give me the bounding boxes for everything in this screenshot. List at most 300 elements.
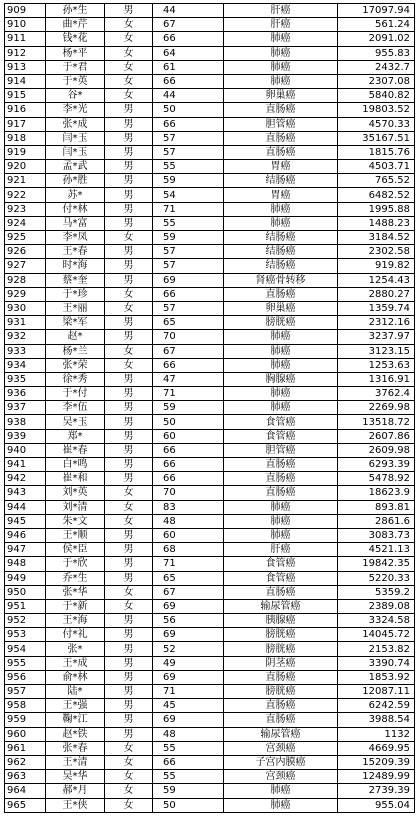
- cost-cell: 955.04: [338, 798, 415, 812]
- diagnosis-cell: 直肠癌: [224, 287, 338, 301]
- row-number-cell: 947: [5, 543, 46, 557]
- cost-cell: 2091.02: [338, 32, 415, 46]
- row-number-cell: 921: [5, 174, 46, 188]
- table-row: [5, 784, 415, 798]
- table-row: [5, 202, 415, 216]
- table-row: [5, 301, 415, 315]
- diagnosis-cell: 食管癌: [224, 571, 338, 585]
- cost-cell: 1132: [338, 727, 415, 741]
- table-row: [5, 656, 415, 670]
- row-number-cell: 955: [5, 656, 46, 670]
- cost-cell: 15209.39: [338, 755, 415, 769]
- table-row: [5, 557, 415, 571]
- table-row: [5, 18, 415, 32]
- table-body: [5, 4, 415, 813]
- diagnosis-cell: 结肠癌: [224, 259, 338, 273]
- table-row: [5, 571, 415, 585]
- age-cell: 50: [153, 798, 224, 812]
- sex-cell: 男: [105, 528, 153, 542]
- cost-cell: 2861.6: [338, 514, 415, 528]
- cost-cell: 14045.72: [338, 628, 415, 642]
- row-number-cell: 927: [5, 259, 46, 273]
- table-row: [5, 74, 415, 88]
- cost-cell: 4503.71: [338, 160, 415, 174]
- table-row: [5, 741, 415, 755]
- age-cell: 71: [153, 557, 224, 571]
- diagnosis-cell: 直肠癌: [224, 713, 338, 727]
- row-number-cell: 926: [5, 245, 46, 259]
- table-row: [5, 344, 415, 358]
- diagnosis-cell: 宫颈癌: [224, 741, 338, 755]
- row-number-cell: 941: [5, 458, 46, 472]
- diagnosis-cell: 结肠癌: [224, 231, 338, 245]
- diagnosis-cell: 直肠癌: [224, 585, 338, 599]
- patient-name-cell: 于*君: [46, 60, 105, 74]
- table-row: [5, 770, 415, 784]
- diagnosis-cell: 肝癌: [224, 4, 338, 18]
- row-number-cell: 933: [5, 344, 46, 358]
- cost-cell: 3184.52: [338, 231, 415, 245]
- sex-cell: 女: [105, 89, 153, 103]
- sex-cell: 女: [105, 344, 153, 358]
- table-row: [5, 330, 415, 344]
- age-cell: 64: [153, 46, 224, 60]
- table-row: [5, 614, 415, 628]
- patient-name-cell: 吴*华: [46, 770, 105, 784]
- table-row: [5, 358, 415, 372]
- table-row: [5, 415, 415, 429]
- table-row: [5, 642, 415, 656]
- diagnosis-cell: 直肠癌: [224, 670, 338, 684]
- table-row: [5, 585, 415, 599]
- diagnosis-cell: 肺癌: [224, 500, 338, 514]
- age-cell: 56: [153, 614, 224, 628]
- patient-name-cell: 付*林: [46, 202, 105, 216]
- diagnosis-cell: 肝癌: [224, 18, 338, 32]
- diagnosis-cell: 直肠癌: [224, 131, 338, 145]
- patient-name-cell: 于*珍: [46, 287, 105, 301]
- row-number-cell: 919: [5, 145, 46, 159]
- cost-cell: 2302.58: [338, 245, 415, 259]
- patient-name-cell: 王*顺: [46, 528, 105, 542]
- sex-cell: 男: [105, 316, 153, 330]
- cost-cell: 12087.11: [338, 685, 415, 699]
- row-number-cell: 949: [5, 571, 46, 585]
- sex-cell: 女: [105, 60, 153, 74]
- row-number-cell: 923: [5, 202, 46, 216]
- cost-cell: 2153.82: [338, 642, 415, 656]
- age-cell: 66: [153, 755, 224, 769]
- diagnosis-cell: 胃癌: [224, 160, 338, 174]
- age-cell: 69: [153, 599, 224, 613]
- cost-cell: 18623.9: [338, 486, 415, 500]
- diagnosis-cell: 肺癌: [224, 798, 338, 812]
- sex-cell: 男: [105, 656, 153, 670]
- patient-name-cell: 陆*: [46, 685, 105, 699]
- table-row: [5, 755, 415, 769]
- age-cell: 55: [153, 741, 224, 755]
- table-row: [5, 316, 415, 330]
- row-number-cell: 928: [5, 273, 46, 287]
- sex-cell: 男: [105, 614, 153, 628]
- table-row: [5, 599, 415, 613]
- diagnosis-cell: 肺癌: [224, 330, 338, 344]
- age-cell: 66: [153, 117, 224, 131]
- table-row: [5, 188, 415, 202]
- sex-cell: 女: [105, 599, 153, 613]
- sex-cell: 男: [105, 387, 153, 401]
- diagnosis-cell: 肺癌: [224, 528, 338, 542]
- patient-name-cell: 闫*玉: [46, 131, 105, 145]
- diagnosis-cell: 肺癌: [224, 401, 338, 415]
- sex-cell: 男: [105, 145, 153, 159]
- cost-cell: 1359.74: [338, 301, 415, 315]
- sex-cell: 男: [105, 202, 153, 216]
- row-number-cell: 915: [5, 89, 46, 103]
- cost-cell: 5220.33: [338, 571, 415, 585]
- sex-cell: 男: [105, 188, 153, 202]
- diagnosis-cell: 膀胱癌: [224, 316, 338, 330]
- row-number-cell: 917: [5, 117, 46, 131]
- age-cell: 55: [153, 216, 224, 230]
- sex-cell: 女: [105, 231, 153, 245]
- table-row: [5, 32, 415, 46]
- row-number-cell: 951: [5, 599, 46, 613]
- diagnosis-cell: 肺癌: [224, 74, 338, 88]
- diagnosis-cell: 直肠癌: [224, 486, 338, 500]
- cost-cell: 4669.95: [338, 741, 415, 755]
- cost-cell: 3988.54: [338, 713, 415, 727]
- sex-cell: 男: [105, 330, 153, 344]
- patient-name-cell: 赵*: [46, 330, 105, 344]
- table-row: [5, 273, 415, 287]
- patient-name-cell: 王*丽: [46, 301, 105, 315]
- age-cell: 66: [153, 32, 224, 46]
- diagnosis-cell: 食管癌: [224, 429, 338, 443]
- sex-cell: 男: [105, 259, 153, 273]
- patient-name-cell: 俞*林: [46, 670, 105, 684]
- patient-name-cell: 梁*军: [46, 316, 105, 330]
- table-row: [5, 727, 415, 741]
- age-cell: 67: [153, 18, 224, 32]
- sex-cell: 男: [105, 699, 153, 713]
- table-row: [5, 89, 415, 103]
- cost-cell: 4570.33: [338, 117, 415, 131]
- row-number-cell: 925: [5, 231, 46, 245]
- row-number-cell: 918: [5, 131, 46, 145]
- sex-cell: 男: [105, 216, 153, 230]
- patient-name-cell: 赵*铁: [46, 727, 105, 741]
- cost-cell: 2307.08: [338, 74, 415, 88]
- row-number-cell: 936: [5, 387, 46, 401]
- age-cell: 57: [153, 259, 224, 273]
- age-cell: 59: [153, 174, 224, 188]
- diagnosis-cell: 肺癌: [224, 46, 338, 60]
- diagnosis-cell: 直肠癌: [224, 472, 338, 486]
- table-row: [5, 713, 415, 727]
- sex-cell: 女: [105, 486, 153, 500]
- age-cell: 70: [153, 330, 224, 344]
- cost-cell: 4521.13: [338, 543, 415, 557]
- age-cell: 71: [153, 387, 224, 401]
- cost-cell: 3123.15: [338, 344, 415, 358]
- age-cell: 66: [153, 358, 224, 372]
- patient-table: [4, 3, 415, 813]
- age-cell: 50: [153, 103, 224, 117]
- row-number-cell: 922: [5, 188, 46, 202]
- sex-cell: 男: [105, 174, 153, 188]
- sex-cell: 女: [105, 32, 153, 46]
- row-number-cell: 956: [5, 670, 46, 684]
- cost-cell: 3762.4: [338, 387, 415, 401]
- age-cell: 60: [153, 528, 224, 542]
- diagnosis-cell: 膀胱癌: [224, 685, 338, 699]
- cost-cell: 2739.39: [338, 784, 415, 798]
- diagnosis-cell: 肺癌: [224, 32, 338, 46]
- cost-cell: 919.82: [338, 259, 415, 273]
- cost-cell: 35167.51: [338, 131, 415, 145]
- diagnosis-cell: 肺癌: [224, 358, 338, 372]
- patient-name-cell: 孙*生: [46, 4, 105, 18]
- row-number-cell: 939: [5, 429, 46, 443]
- sex-cell: 女: [105, 770, 153, 784]
- diagnosis-cell: 结肠癌: [224, 245, 338, 259]
- diagnosis-cell: 肺癌: [224, 344, 338, 358]
- table-row: [5, 500, 415, 514]
- cost-cell: 2432.7: [338, 60, 415, 74]
- row-number-cell: 946: [5, 528, 46, 542]
- patient-name-cell: 白*鸣: [46, 458, 105, 472]
- sex-cell: 男: [105, 131, 153, 145]
- sex-cell: 男: [105, 472, 153, 486]
- age-cell: 61: [153, 60, 224, 74]
- diagnosis-cell: 宫颈癌: [224, 770, 338, 784]
- row-number-cell: 950: [5, 585, 46, 599]
- sex-cell: 男: [105, 372, 153, 386]
- row-number-cell: 945: [5, 514, 46, 528]
- row-number-cell: 963: [5, 770, 46, 784]
- sex-cell: 男: [105, 458, 153, 472]
- patient-name-cell: 杨*兰: [46, 344, 105, 358]
- sex-cell: 女: [105, 755, 153, 769]
- diagnosis-cell: 肺癌: [224, 216, 338, 230]
- table-row: [5, 429, 415, 443]
- cost-cell: 5840.82: [338, 89, 415, 103]
- table-row: [5, 145, 415, 159]
- table-row: [5, 443, 415, 457]
- age-cell: 69: [153, 670, 224, 684]
- age-cell: 50: [153, 415, 224, 429]
- patient-name-cell: 王*侠: [46, 798, 105, 812]
- cost-cell: 2389.08: [338, 599, 415, 613]
- diagnosis-cell: 食管癌: [224, 557, 338, 571]
- table-row: [5, 372, 415, 386]
- cost-cell: 19803.52: [338, 103, 415, 117]
- patient-name-cell: 崔*和: [46, 472, 105, 486]
- patient-name-cell: 于*英: [46, 74, 105, 88]
- row-number-cell: 964: [5, 784, 46, 798]
- patient-name-cell: 李*凤: [46, 231, 105, 245]
- cost-cell: 2880.27: [338, 287, 415, 301]
- row-number-cell: 961: [5, 741, 46, 755]
- row-number-cell: 909: [5, 4, 46, 18]
- patient-name-cell: 谷*: [46, 89, 105, 103]
- table-row: [5, 472, 415, 486]
- sex-cell: 男: [105, 103, 153, 117]
- table-row: [5, 60, 415, 74]
- sex-cell: 男: [105, 429, 153, 443]
- age-cell: 59: [153, 401, 224, 415]
- sex-cell: 男: [105, 4, 153, 18]
- table-row: [5, 216, 415, 230]
- patient-name-cell: 闫*玉: [46, 145, 105, 159]
- diagnosis-cell: 输尿管癌: [224, 727, 338, 741]
- table-row: [5, 528, 415, 542]
- cost-cell: 12489.99: [338, 770, 415, 784]
- diagnosis-cell: 胸腺癌: [224, 372, 338, 386]
- diagnosis-cell: 直肠癌: [224, 458, 338, 472]
- cost-cell: 6293.39: [338, 458, 415, 472]
- sex-cell: 男: [105, 670, 153, 684]
- cost-cell: 5359.2: [338, 585, 415, 599]
- sex-cell: 男: [105, 273, 153, 287]
- patient-name-cell: 李*伍: [46, 401, 105, 415]
- sex-cell: 男: [105, 415, 153, 429]
- patient-name-cell: 于*付: [46, 387, 105, 401]
- age-cell: 54: [153, 188, 224, 202]
- patient-name-cell: 吴*玉: [46, 415, 105, 429]
- diagnosis-cell: 子宫内膜癌: [224, 755, 338, 769]
- patient-name-cell: 王*成: [46, 656, 105, 670]
- age-cell: 49: [153, 656, 224, 670]
- patient-name-cell: 于*新: [46, 599, 105, 613]
- table-row: [5, 259, 415, 273]
- table-row: [5, 486, 415, 500]
- patient-name-cell: 张*: [46, 642, 105, 656]
- diagnosis-cell: 膀胱癌: [224, 628, 338, 642]
- cost-cell: 1853.92: [338, 670, 415, 684]
- patient-name-cell: 崔*春: [46, 443, 105, 457]
- cost-cell: 2607.86: [338, 429, 415, 443]
- cost-cell: 3324.58: [338, 614, 415, 628]
- patient-name-cell: 王*强: [46, 699, 105, 713]
- patient-name-cell: 蔡*奎: [46, 273, 105, 287]
- row-number-cell: 931: [5, 316, 46, 330]
- patient-name-cell: 张*华: [46, 585, 105, 599]
- age-cell: 57: [153, 245, 224, 259]
- patient-name-cell: 徐*秀: [46, 372, 105, 386]
- cost-cell: 6482.52: [338, 188, 415, 202]
- patient-name-cell: 钱*花: [46, 32, 105, 46]
- sex-cell: 男: [105, 543, 153, 557]
- sex-cell: 女: [105, 500, 153, 514]
- age-cell: 52: [153, 642, 224, 656]
- cost-cell: 19842.35: [338, 557, 415, 571]
- patient-name-cell: 付*礼: [46, 628, 105, 642]
- row-number-cell: 952: [5, 614, 46, 628]
- age-cell: 45: [153, 699, 224, 713]
- sex-cell: 女: [105, 514, 153, 528]
- row-number-cell: 916: [5, 103, 46, 117]
- cost-cell: 17097.94: [338, 4, 415, 18]
- table-row: [5, 798, 415, 812]
- cost-cell: 1316.91: [338, 372, 415, 386]
- age-cell: 55: [153, 160, 224, 174]
- age-cell: 59: [153, 784, 224, 798]
- table-row: [5, 103, 415, 117]
- row-number-cell: 910: [5, 18, 46, 32]
- row-number-cell: 962: [5, 755, 46, 769]
- table-row: [5, 670, 415, 684]
- patient-name-cell: 张*春: [46, 741, 105, 755]
- age-cell: 65: [153, 571, 224, 585]
- sex-cell: 女: [105, 301, 153, 315]
- row-number-cell: 929: [5, 287, 46, 301]
- patient-name-cell: 王*春: [46, 245, 105, 259]
- row-number-cell: 924: [5, 216, 46, 230]
- row-number-cell: 960: [5, 727, 46, 741]
- sex-cell: 女: [105, 585, 153, 599]
- row-number-cell: 944: [5, 500, 46, 514]
- patient-name-cell: 孟*武: [46, 160, 105, 174]
- sex-cell: 男: [105, 642, 153, 656]
- row-number-cell: 942: [5, 472, 46, 486]
- sex-cell: 女: [105, 287, 153, 301]
- table-row: [5, 514, 415, 528]
- diagnosis-cell: 肺癌: [224, 784, 338, 798]
- patient-name-cell: 郝*月: [46, 784, 105, 798]
- diagnosis-cell: 肺癌: [224, 514, 338, 528]
- diagnosis-cell: 输尿管癌: [224, 599, 338, 613]
- age-cell: 66: [153, 74, 224, 88]
- patient-name-cell: 王*海: [46, 614, 105, 628]
- sex-cell: 女: [105, 741, 153, 755]
- table-row: [5, 543, 415, 557]
- table-row: [5, 131, 415, 145]
- age-cell: 55: [153, 770, 224, 784]
- diagnosis-cell: 直肠癌: [224, 699, 338, 713]
- cost-cell: 2312.16: [338, 316, 415, 330]
- sex-cell: 男: [105, 571, 153, 585]
- row-number-cell: 959: [5, 713, 46, 727]
- diagnosis-cell: 膀胱癌: [224, 642, 338, 656]
- sex-cell: 男: [105, 557, 153, 571]
- diagnosis-cell: 直肠癌: [224, 145, 338, 159]
- sex-cell: 男: [105, 727, 153, 741]
- diagnosis-cell: 卵巢癌: [224, 89, 338, 103]
- row-number-cell: 913: [5, 60, 46, 74]
- diagnosis-cell: 胰腺癌: [224, 614, 338, 628]
- row-number-cell: 930: [5, 301, 46, 315]
- table-row: [5, 4, 415, 18]
- diagnosis-cell: 胃癌: [224, 188, 338, 202]
- age-cell: 69: [153, 713, 224, 727]
- age-cell: 71: [153, 685, 224, 699]
- row-number-cell: 948: [5, 557, 46, 571]
- cost-cell: 561.24: [338, 18, 415, 32]
- row-number-cell: 914: [5, 74, 46, 88]
- age-cell: 69: [153, 628, 224, 642]
- diagnosis-cell: 肺癌: [224, 387, 338, 401]
- table-row: [5, 231, 415, 245]
- table-row: [5, 245, 415, 259]
- cost-cell: 3083.73: [338, 528, 415, 542]
- diagnosis-cell: 阴茎癌: [224, 656, 338, 670]
- age-cell: 44: [153, 4, 224, 18]
- age-cell: 66: [153, 458, 224, 472]
- patient-name-cell: 朱*文: [46, 514, 105, 528]
- sex-cell: 男: [105, 443, 153, 457]
